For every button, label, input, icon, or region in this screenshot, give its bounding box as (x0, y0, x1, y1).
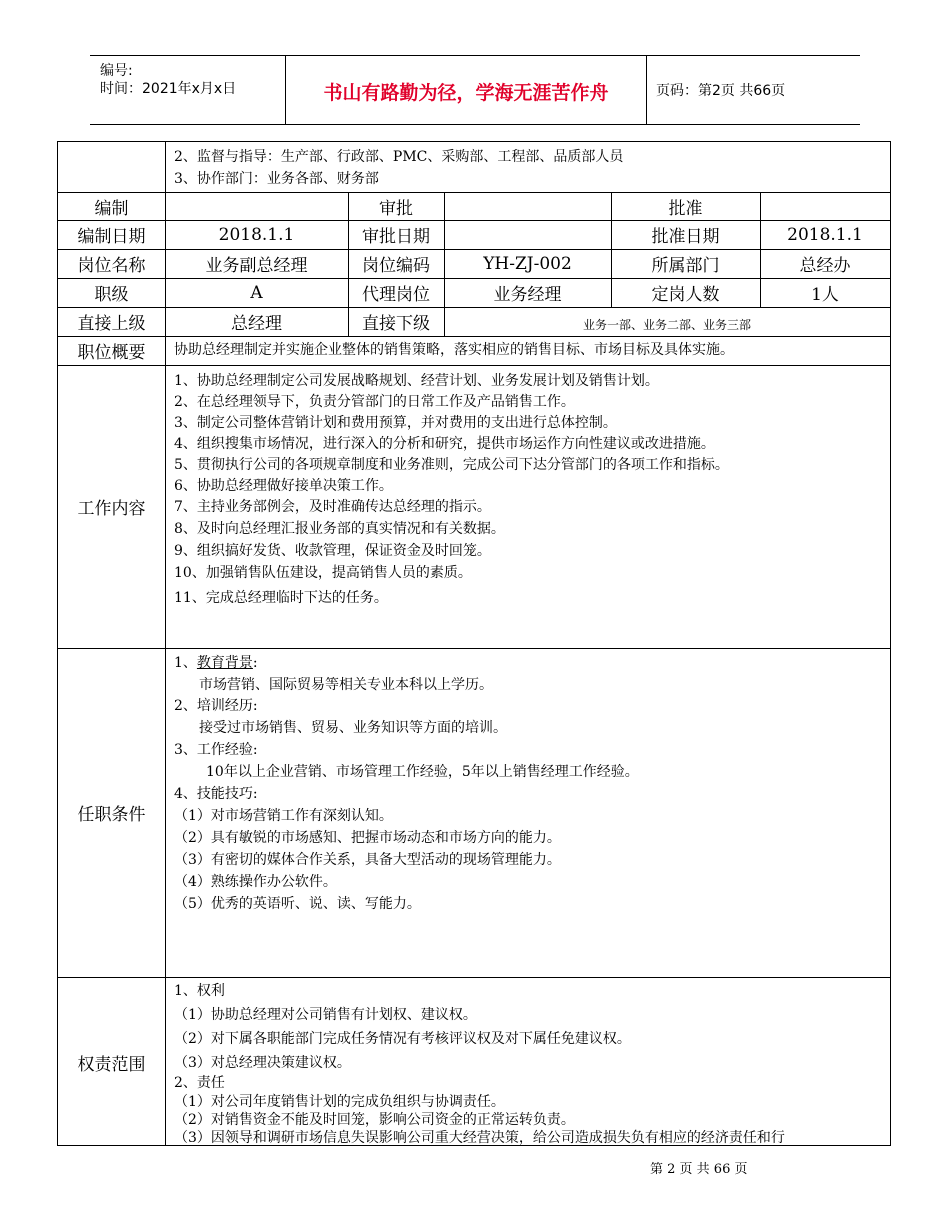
supervision-line: 2、监督与指导：生产部、行政部、PMC、采购部、工程部、品质部人员 (174, 149, 624, 165)
list-item: 7、主持业务部例会，及时准确传达总经理的指示。 (174, 499, 491, 515)
list-item: （2）具有敏锐的市场感知、把握市场动态和市场方向的能力。 (174, 830, 561, 846)
list-item: （3）有密切的媒体合作关系，具备大型活动的现场管理能力。 (174, 852, 561, 868)
subordinate-value: 业务一部、业务二部、业务三部 (582, 318, 751, 332)
list-item: 6、协助总经理做好接单决策工作。 (174, 478, 393, 494)
list-item: （3）对总经理决策建议权。 (174, 1055, 351, 1071)
education-title: 1、教育背景: (174, 655, 258, 671)
authority-label: 权责范围 (77, 1054, 146, 1075)
approve-date-label: 批准日期 (651, 227, 720, 247)
training-title: 2、培训经历: (174, 698, 258, 714)
list-item: （2）对销售资金不能及时回笼，影响公司资金的正常运转负责。 (174, 1112, 575, 1128)
list-item: （2）对下属各职能部门完成任务情况有考核评议权及对下属任免建议权。 (174, 1031, 631, 1047)
department-value: 总经办 (799, 256, 851, 276)
prepare-value (165, 192, 348, 220)
headcount-value: 1人 (811, 285, 839, 305)
approve-date-value: 2018.1.1 (787, 224, 863, 245)
list-item: （4）熟练操作办公软件。 (174, 874, 337, 890)
list-item: （5）优秀的英语听、说、读、写能力。 (174, 896, 421, 912)
page-footer: 第 2 页 共 66 页 (650, 1162, 748, 1177)
superior-value: 总经理 (231, 314, 282, 334)
header-page-cell (646, 56, 860, 124)
deputy-value: 业务经理 (493, 285, 562, 305)
doc-time-label: 时间：2021年x月x日 (100, 81, 237, 97)
job-description-table (57, 141, 891, 1146)
deputy-label: 代理岗位 (362, 285, 430, 305)
list-item: 9、组织搞好发货、收款管理，保证资金及时回笼。 (174, 543, 491, 559)
header-meta (90, 56, 285, 124)
skills-title: 4、技能技巧: (174, 786, 258, 802)
list-item: 5、贯彻执行公司的各项规章制度和业务准则，完成公司下达分管部门的各项工作和指标。 (174, 457, 729, 473)
work-label: 工作内容 (77, 499, 146, 519)
level-value: A (250, 282, 263, 303)
prepare-date-value: 2018.1.1 (218, 224, 295, 245)
header-motto-cell (285, 56, 647, 124)
approve-label: 批准 (668, 198, 703, 219)
page-info: 页码：第2页 共66页 (656, 83, 786, 99)
list-item: 2、在总经理领导下，负责分管部门的日常工作及产品销售工作。 (174, 394, 575, 410)
position-name-label: 岗位名称 (77, 256, 146, 276)
list-item: （1）对市场营销工作有深刻认知。 (174, 808, 393, 824)
experience-text: 10年以上企业营销、市场管理工作经验，5年以上销售经理工作经验。 (206, 764, 639, 780)
position-code-label: 岗位编码 (362, 256, 430, 276)
prepare-date-label: 编制日期 (77, 227, 146, 247)
superior-label: 直接上级 (77, 314, 146, 334)
position-code-value: YH-ZJ-002 (483, 253, 572, 274)
list-item: （3）因领导和调研市场信息失误影响公司重大经营决策，给公司造成损失负有相应的经济责任和行 (174, 1130, 785, 1146)
list-item: 8、及时向总经理汇报业务部的真实情况和有关数据。 (174, 521, 505, 537)
level-label: 职级 (94, 285, 129, 305)
department-label: 所属部门 (651, 256, 720, 276)
approve-value (760, 192, 890, 220)
subordinate-label: 直接下级 (362, 314, 430, 334)
education-text: 市场营销、国际贸易等相关专业本科以上学历。 (199, 677, 493, 693)
motto: 书山有路勤为径，学海无涯苦作舟 (323, 82, 609, 104)
qualification-label: 任职条件 (77, 805, 146, 825)
page-header (90, 55, 860, 125)
duty-title: 2、责任 (174, 1075, 225, 1091)
doc-number-label: 编号: (100, 63, 133, 79)
rights-title: 1、权利 (174, 983, 225, 999)
position-name-value: 业务副总经理 (205, 256, 308, 276)
list-item: 1、协助总经理制定公司发展战略规划、经营计划、业务发展计划及销售计划。 (174, 373, 659, 389)
list-item: 4、组织搜集市场情况，进行深入的分析和研究，提供市场运作方向性建议或改进措施。 (174, 436, 715, 452)
overview-value: 协助总经理制定并实施企业整体的销售策略，落实相应的销售目标、市场目标及具体实施。 (174, 342, 734, 358)
review-label: 审批 (379, 198, 413, 219)
headcount-label: 定岗人数 (651, 285, 720, 305)
overview-label: 职位概要 (77, 343, 146, 363)
experience-title: 3、工作经验: (174, 742, 258, 758)
list-item: （1）对公司年度销售计划的完成负组织与协调责任。 (174, 1094, 505, 1110)
review-value (444, 192, 611, 220)
cooperation-line: 3、协作部门：业务各部、财务部 (174, 171, 379, 187)
list-item: （1）协助总经理对公司销售有计划权、建议权。 (174, 1007, 477, 1023)
training-text: 接受过市场销售、贸易、业务知识等方面的培训。 (199, 720, 507, 736)
list-item: 10、加强销售队伍建设，提高销售人员的素质。 (174, 565, 472, 581)
list-item: 3、制定公司整体营销计划和费用预算，并对费用的支出进行总体控制。 (174, 415, 617, 431)
review-date-label: 审批日期 (362, 227, 430, 247)
prepare-label: 编制 (94, 198, 129, 219)
list-item: 11、完成总经理临时下达的任务。 (174, 590, 388, 606)
review-date-value (444, 220, 611, 249)
